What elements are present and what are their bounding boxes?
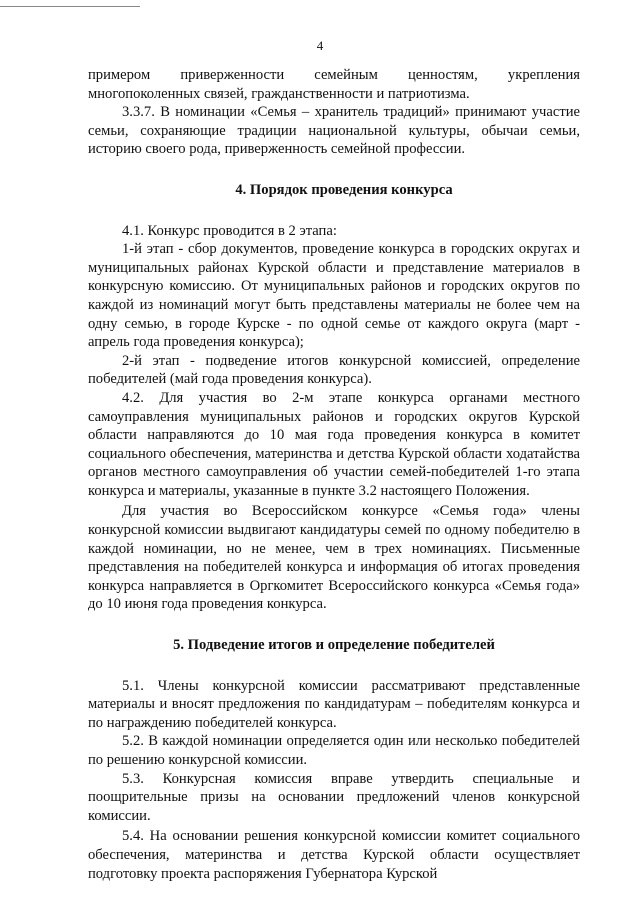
paragraph: 4.2. Для участия во 2-м этапе конкурса органами местного самоуправления муниципальных районов и городских округов Курской области направляются до 10 мая года проведения конкурса в комитет социального обеспечения, материнства и детства Курской области ходатайства органов местного самоуправления об участии семей-победителей 1-го этапа конкурса и материалы, указанные в пункте 3.2 настоящего Положения.	[88, 389, 580, 499]
document-body	[88, 66, 580, 883]
section-heading-5: 5. Подведение итогов и определение победителей	[173, 637, 495, 654]
paragraph: Для участия во Всероссийском конкурсе «Семья года» члены конкурсной комиссии выдвигают кандидатуры семей по одному победителю в каждой номинации, но не менее, чем в трех номинациях. Письменные представления на победителей конкурса и информация об итогах проведения конкурса направляется в Оргкомитет Всероссийского конкурса «Семья года» до 10 июня года проведения конкурса.	[88, 503, 580, 613]
paragraph: 5.1. Члены конкурсной комиссии рассматривают представленные материалы и вносят предложения по кандидатурам – победителям конкурса и по награждению победителей конкурса.	[88, 677, 580, 731]
paragraph: 4.1. Конкурс проводится в 2 этапа:	[122, 222, 337, 239]
paragraph: 3.3.7. В номинации «Семья – хранитель традиций» принимают участие семьи, сохраняющие традиции национальной культуры, обычаи семьи, историю своего рода, приверженность семейной профессии.	[88, 104, 580, 158]
scan-artifact-line	[0, 6, 140, 7]
paragraph: 5.4. На основании решения конкурсной комиссии комитет социального обеспечения, материнства и детства Курской области осуществляет подготовку проекта распоряжения Губернатора Курской	[88, 828, 580, 882]
paragraph: 5.3. Конкурсная комиссия вправе утвердить специальные и поощрительные призы на основании предложений членов конкурсной комиссии.	[88, 770, 580, 824]
paragraph: 2-й этап - подведение итогов конкурсной комиссией, определение победителей (май года проведения конкурса).	[88, 352, 580, 388]
paragraph: примером приверженности семейным ценностям, укрепления многопоколенных связей, гражданственности и патриотизма.	[88, 67, 580, 102]
page-number: 4	[316, 38, 324, 53]
paragraph: 5.2. В каждой номинации определяется один или несколько победителей по решению конкурсной комиссии.	[88, 733, 580, 768]
paragraph: 1-й этап - сбор документов, проведение конкурса в городских округах и муниципальных районах Курской области и представление материалов в конкурсную комиссию. От муниципальных районов и городских округов по каждой из номинаций могут быть представлены материалы не более чем на одну семью, в городе Курске - по одной семье от каждого округа (март - апрель года проведения конкурса);	[88, 241, 580, 351]
section-heading-4: 4. Порядок проведения конкурса	[235, 181, 453, 198]
